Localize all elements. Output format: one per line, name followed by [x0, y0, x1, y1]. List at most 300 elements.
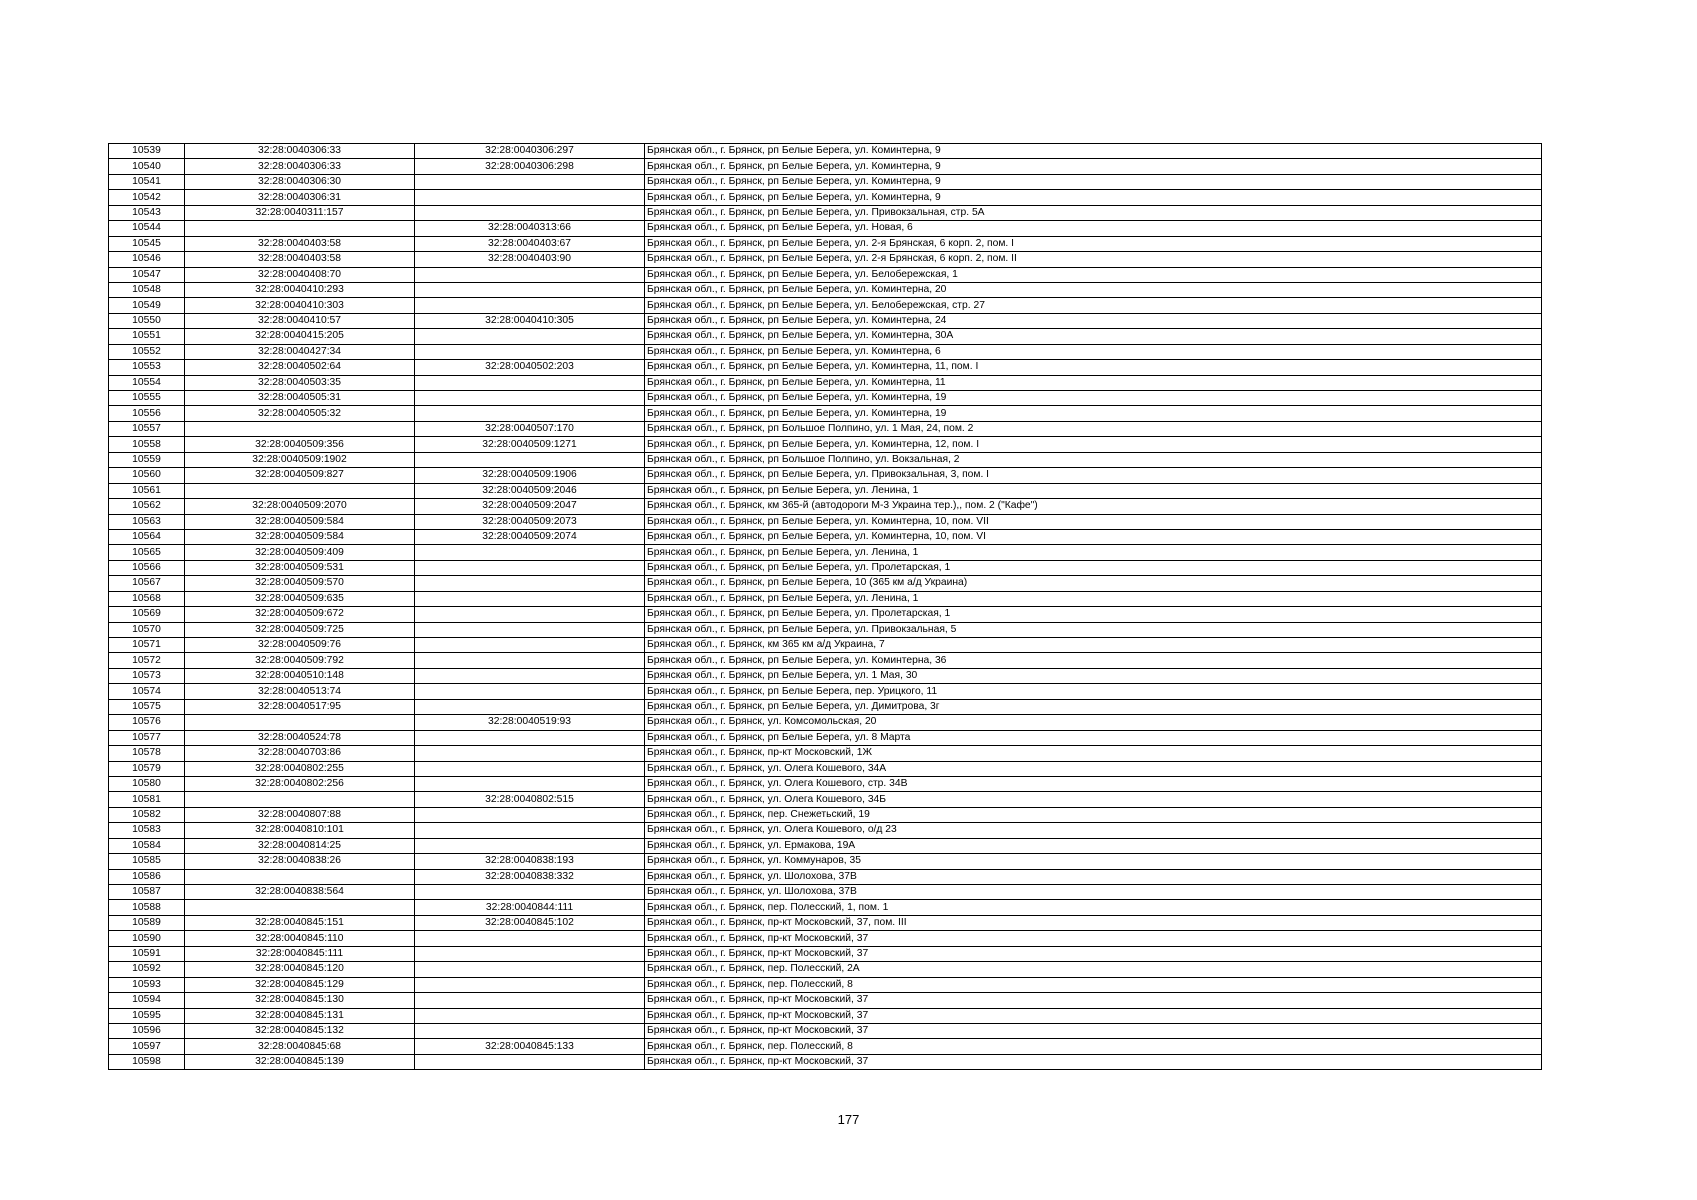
address-cell: Брянская обл., г. Брянск, ул. Олега Кошевого, 34А — [645, 761, 1542, 776]
table-row — [109, 746, 1542, 761]
table-row — [109, 622, 1542, 637]
related-cadastral-number-cell — [415, 190, 645, 205]
row-number-cell: 10545 — [109, 236, 185, 251]
related-cadastral-number-cell — [415, 761, 645, 776]
table-row — [109, 514, 1542, 529]
cadastral-number-cell: 32:28:0040845:129 — [185, 977, 415, 992]
address-cell: Брянская обл., г. Брянск, ул. Олега Кошевого, стр. 34В — [645, 776, 1542, 791]
related-cadastral-number-cell — [415, 267, 645, 282]
row-number-cell: 10589 — [109, 915, 185, 930]
cadastral-number-cell: 32:28:0040509:2070 — [185, 499, 415, 514]
related-cadastral-number-cell — [415, 452, 645, 467]
address-cell: Брянская обл., г. Брянск, рп Белые Берега, ул. Коминтерна, 11, пом. I — [645, 360, 1542, 375]
table-row — [109, 807, 1542, 822]
table-row — [109, 915, 1542, 930]
address-cell: Брянская обл., г. Брянск, рп Белые Берега, ул. Привокзальная, 3, пом. I — [645, 468, 1542, 483]
row-number-cell: 10576 — [109, 715, 185, 730]
row-number-cell: 10555 — [109, 391, 185, 406]
related-cadastral-number-cell — [415, 591, 645, 606]
row-number-cell: 10563 — [109, 514, 185, 529]
address-cell: Брянская обл., г. Брянск, ул. Ермакова, 19А — [645, 838, 1542, 853]
address-cell: Брянская обл., г. Брянск, рп Белые Берега, ул. Коминтерна, 19 — [645, 391, 1542, 406]
cadastral-number-cell: 32:28:0040509:531 — [185, 560, 415, 575]
cadastral-number-cell: 32:28:0040807:88 — [185, 807, 415, 822]
table-row — [109, 931, 1542, 946]
table-row — [109, 159, 1542, 174]
cadastral-number-cell: 32:28:0040410:57 — [185, 313, 415, 328]
address-cell: Брянская обл., г. Брянск, пер. Снежетьский, 19 — [645, 807, 1542, 822]
row-number-cell: 10585 — [109, 854, 185, 869]
cadastral-number-cell: 32:28:0040509:672 — [185, 607, 415, 622]
table-row — [109, 236, 1542, 251]
row-number-cell: 10570 — [109, 622, 185, 637]
related-cadastral-number-cell — [415, 962, 645, 977]
cadastral-number-cell: 32:28:0040509:76 — [185, 638, 415, 653]
table-row — [109, 329, 1542, 344]
address-cell: Брянская обл., г. Брянск, рп Белые Берега, ул. Привокзальная, 5 — [645, 622, 1542, 637]
related-cadastral-number-cell: 32:28:0040802:515 — [415, 792, 645, 807]
related-cadastral-number-cell: 32:28:0040509:2073 — [415, 514, 645, 529]
related-cadastral-number-cell: 32:28:0040509:2047 — [415, 499, 645, 514]
row-number-cell: 10540 — [109, 159, 185, 174]
address-cell: Брянская обл., г. Брянск, рп Белые Берега, ул. Белобережская, стр. 27 — [645, 298, 1542, 313]
related-cadastral-number-cell: 32:28:0040509:1271 — [415, 437, 645, 452]
address-cell: Брянская обл., г. Брянск, пр-кт Московский, 37 — [645, 946, 1542, 961]
table-row — [109, 529, 1542, 544]
related-cadastral-number-cell: 32:28:0040403:90 — [415, 252, 645, 267]
cadastral-number-cell: 32:28:0040306:31 — [185, 190, 415, 205]
table-row — [109, 792, 1542, 807]
cadastral-number-cell — [185, 869, 415, 884]
cadastral-number-cell: 32:28:0040845:131 — [185, 1008, 415, 1023]
related-cadastral-number-cell — [415, 668, 645, 683]
table-row — [109, 375, 1542, 390]
address-cell: Брянская обл., г. Брянск, рп Белые Берега, ул. Коминтерна, 9 — [645, 144, 1542, 159]
address-cell: Брянская обл., г. Брянск, км 365-й (автодороги М-3 Украина тер.),, пом. 2 ("Кафе") — [645, 499, 1542, 514]
related-cadastral-number-cell — [415, 885, 645, 900]
cadastral-number-cell — [185, 421, 415, 436]
row-number-cell: 10587 — [109, 885, 185, 900]
related-cadastral-number-cell — [415, 375, 645, 390]
related-cadastral-number-cell — [415, 282, 645, 297]
row-number-cell: 10549 — [109, 298, 185, 313]
cadastral-number-cell: 32:28:0040802:255 — [185, 761, 415, 776]
related-cadastral-number-cell — [415, 977, 645, 992]
row-number-cell: 10569 — [109, 607, 185, 622]
cadastral-number-cell: 32:28:0040845:139 — [185, 1054, 415, 1069]
row-number-cell: 10572 — [109, 653, 185, 668]
cadastral-number-cell: 32:28:0040509:827 — [185, 468, 415, 483]
table-row — [109, 144, 1542, 159]
cadastral-number-cell: 32:28:0040810:101 — [185, 823, 415, 838]
address-cell: Брянская обл., г. Брянск, ул. Коммунаров, 35 — [645, 854, 1542, 869]
related-cadastral-number-cell: 32:28:0040845:133 — [415, 1039, 645, 1054]
cadastral-number-cell: 32:28:0040509:584 — [185, 529, 415, 544]
table-row — [109, 499, 1542, 514]
row-number-cell: 10550 — [109, 313, 185, 328]
address-cell: Брянская обл., г. Брянск, рп Белые Берега, ул. Коминтерна, 11 — [645, 375, 1542, 390]
related-cadastral-number-cell — [415, 205, 645, 220]
cadastral-number-cell: 32:28:0040845:110 — [185, 931, 415, 946]
table-row — [109, 776, 1542, 791]
address-cell: Брянская обл., г. Брянск, рп Белые Берега, ул. Коминтерна, 9 — [645, 174, 1542, 189]
cadastral-number-cell: 32:28:0040845:132 — [185, 1023, 415, 1038]
related-cadastral-number-cell — [415, 1023, 645, 1038]
row-number-cell: 10590 — [109, 931, 185, 946]
row-number-cell: 10546 — [109, 252, 185, 267]
cadastral-number-cell: 32:28:0040509:635 — [185, 591, 415, 606]
cadastral-number-cell: 32:28:0040513:74 — [185, 684, 415, 699]
cadastral-number-cell: 32:28:0040408:70 — [185, 267, 415, 282]
cadastral-number-cell: 32:28:0040845:151 — [185, 915, 415, 930]
address-cell: Брянская обл., г. Брянск, рп Белые Берега, ул. Пролетарская, 1 — [645, 560, 1542, 575]
table-row — [109, 1054, 1542, 1069]
related-cadastral-number-cell: 32:28:0040507:170 — [415, 421, 645, 436]
related-cadastral-number-cell: 32:28:0040502:203 — [415, 360, 645, 375]
address-cell: Брянская обл., г. Брянск, пр-кт Московский, 37 — [645, 1008, 1542, 1023]
related-cadastral-number-cell: 32:28:0040845:102 — [415, 915, 645, 930]
table-row — [109, 483, 1542, 498]
row-number-cell: 10591 — [109, 946, 185, 961]
row-number-cell: 10577 — [109, 730, 185, 745]
table-row — [109, 452, 1542, 467]
address-cell: Брянская обл., г. Брянск, рп Белые Берега, ул. Коминтерна, 10, пом. VII — [645, 514, 1542, 529]
cadastral-number-cell: 32:28:0040502:64 — [185, 360, 415, 375]
cadastral-number-cell: 32:28:0040509:409 — [185, 545, 415, 560]
related-cadastral-number-cell: 32:28:0040306:297 — [415, 144, 645, 159]
cadastral-number-cell — [185, 483, 415, 498]
related-cadastral-number-cell — [415, 776, 645, 791]
address-cell: Брянская обл., г. Брянск, рп Белые Берега, ул. Коминтерна, 6 — [645, 344, 1542, 359]
table-row — [109, 421, 1542, 436]
address-cell: Брянская обл., г. Брянск, пр-кт Московский, 37 — [645, 1054, 1542, 1069]
cadastral-number-cell: 32:28:0040306:33 — [185, 144, 415, 159]
related-cadastral-number-cell — [415, 946, 645, 961]
related-cadastral-number-cell — [415, 823, 645, 838]
row-number-cell: 10562 — [109, 499, 185, 514]
table-row — [109, 545, 1542, 560]
table-row — [109, 962, 1542, 977]
row-number-cell: 10539 — [109, 144, 185, 159]
table-row — [109, 1008, 1542, 1023]
row-number-cell: 10597 — [109, 1039, 185, 1054]
table-row — [109, 174, 1542, 189]
row-number-cell: 10551 — [109, 329, 185, 344]
row-number-cell: 10561 — [109, 483, 185, 498]
address-cell: Брянская обл., г. Брянск, рп Белые Берега, пер. Урицкого, 11 — [645, 684, 1542, 699]
row-number-cell: 10586 — [109, 869, 185, 884]
row-number-cell: 10581 — [109, 792, 185, 807]
cadastral-number-cell: 32:28:0040524:78 — [185, 730, 415, 745]
address-cell: Брянская обл., г. Брянск, пер. Полесский, 8 — [645, 977, 1542, 992]
related-cadastral-number-cell: 32:28:0040509:1906 — [415, 468, 645, 483]
row-number-cell: 10554 — [109, 375, 185, 390]
address-cell: Брянская обл., г. Брянск, рп Белые Берега, ул. Димитрова, 3г — [645, 699, 1542, 714]
address-cell: Брянская обл., г. Брянск, рп Белые Берега, ул. Коминтерна, 30А — [645, 329, 1542, 344]
address-cell: Брянская обл., г. Брянск, рп Белые Берега, ул. Коминтерна, 9 — [645, 190, 1542, 205]
cadastral-number-cell: 32:28:0040517:95 — [185, 699, 415, 714]
row-number-cell: 10544 — [109, 221, 185, 236]
cadastral-number-cell: 32:28:0040509:725 — [185, 622, 415, 637]
row-number-cell: 10568 — [109, 591, 185, 606]
address-cell: Брянская обл., г. Брянск, пр-кт Московский, 37, пом. III — [645, 915, 1542, 930]
table-row — [109, 684, 1542, 699]
row-number-cell: 10584 — [109, 838, 185, 853]
cadastral-number-cell: 32:28:0040410:303 — [185, 298, 415, 313]
cadastral-number-cell: 32:28:0040306:33 — [185, 159, 415, 174]
table-row — [109, 1023, 1542, 1038]
table-row — [109, 854, 1542, 869]
address-cell: Брянская обл., г. Брянск, пр-кт Московский, 1Ж — [645, 746, 1542, 761]
row-number-cell: 10565 — [109, 545, 185, 560]
table-row — [109, 576, 1542, 591]
related-cadastral-number-cell: 32:28:0040403:67 — [415, 236, 645, 251]
related-cadastral-number-cell — [415, 1008, 645, 1023]
row-number-cell: 10542 — [109, 190, 185, 205]
related-cadastral-number-cell: 32:28:0040509:2046 — [415, 483, 645, 498]
row-number-cell: 10596 — [109, 1023, 185, 1038]
address-cell: Брянская обл., г. Брянск, пр-кт Московский, 37 — [645, 993, 1542, 1008]
related-cadastral-number-cell — [415, 622, 645, 637]
cadastral-number-cell: 32:28:0040703:86 — [185, 746, 415, 761]
table-row — [109, 638, 1542, 653]
cadastral-number-cell: 32:28:0040505:32 — [185, 406, 415, 421]
row-number-cell: 10564 — [109, 529, 185, 544]
table-row — [109, 730, 1542, 745]
cadastral-number-cell: 32:28:0040403:58 — [185, 252, 415, 267]
address-cell: Брянская обл., г. Брянск, ул. Комсомольская, 20 — [645, 715, 1542, 730]
address-cell: Брянская обл., г. Брянск, ул. Шолохова, 37В — [645, 869, 1542, 884]
address-cell: Брянская обл., г. Брянск, рп Белые Берега, ул. Коминтерна, 24 — [645, 313, 1542, 328]
address-cell: Брянская обл., г. Брянск, ул. Шолохова, 37В — [645, 885, 1542, 900]
table-row — [109, 668, 1542, 683]
cadastral-number-cell: 32:28:0040509:356 — [185, 437, 415, 452]
table-row — [109, 699, 1542, 714]
cadastral-number-cell: 32:28:0040509:584 — [185, 514, 415, 529]
related-cadastral-number-cell — [415, 607, 645, 622]
address-cell: Брянская обл., г. Брянск, пер. Полесский, 1, пом. 1 — [645, 900, 1542, 915]
row-number-cell: 10566 — [109, 560, 185, 575]
address-cell: Брянская обл., г. Брянск, рп Белые Берега, ул. 1 Мая, 30 — [645, 668, 1542, 683]
address-cell: Брянская обл., г. Брянск, рп Белые Берега, ул. Ленина, 1 — [645, 545, 1542, 560]
related-cadastral-number-cell — [415, 1054, 645, 1069]
related-cadastral-number-cell: 32:28:0040306:298 — [415, 159, 645, 174]
address-cell: Брянская обл., г. Брянск, рп Белые Берега, ул. Привокзальная, стр. 5А — [645, 205, 1542, 220]
cadastral-number-cell — [185, 792, 415, 807]
related-cadastral-number-cell: 32:28:0040838:332 — [415, 869, 645, 884]
address-cell: Брянская обл., г. Брянск, рп Белые Берега, ул. Ленина, 1 — [645, 483, 1542, 498]
registry-table — [108, 143, 1542, 1070]
row-number-cell: 10578 — [109, 746, 185, 761]
row-number-cell: 10556 — [109, 406, 185, 421]
related-cadastral-number-cell — [415, 576, 645, 591]
cadastral-number-cell: 32:28:0040838:564 — [185, 885, 415, 900]
row-number-cell: 10552 — [109, 344, 185, 359]
related-cadastral-number-cell — [415, 329, 645, 344]
address-cell: Брянская обл., г. Брянск, пер. Полесский, 8 — [645, 1039, 1542, 1054]
row-number-cell: 10592 — [109, 962, 185, 977]
table-row — [109, 993, 1542, 1008]
table-row — [109, 313, 1542, 328]
table-row — [109, 900, 1542, 915]
cadastral-number-cell — [185, 221, 415, 236]
row-number-cell: 10557 — [109, 421, 185, 436]
row-number-cell: 10588 — [109, 900, 185, 915]
cadastral-number-cell: 32:28:0040510:148 — [185, 668, 415, 683]
related-cadastral-number-cell: 32:28:0040519:93 — [415, 715, 645, 730]
address-cell: Брянская обл., г. Брянск, рп Белые Берега, ул. 8 Марта — [645, 730, 1542, 745]
row-number-cell: 10548 — [109, 282, 185, 297]
address-cell: Брянская обл., г. Брянск, ул. Олега Кошевого, о/д 23 — [645, 823, 1542, 838]
table-row — [109, 1039, 1542, 1054]
address-cell: Брянская обл., г. Брянск, рп Белые Берега, 10 (365 км а/д Украина) — [645, 576, 1542, 591]
address-cell: Брянская обл., г. Брянск, рп Белые Берега, ул. Коминтерна, 36 — [645, 653, 1542, 668]
address-cell: Брянская обл., г. Брянск, рп Белые Берега, ул. 2-я Брянская, 6 корп. 2, пом. II — [645, 252, 1542, 267]
address-cell: Брянская обл., г. Брянск, рп Белые Берега, ул. Коминтерна, 10, пом. VI — [645, 529, 1542, 544]
related-cadastral-number-cell — [415, 699, 645, 714]
table-row — [109, 298, 1542, 313]
cadastral-number-cell: 32:28:0040509:570 — [185, 576, 415, 591]
cadastral-number-cell: 32:28:0040845:120 — [185, 962, 415, 977]
related-cadastral-number-cell — [415, 560, 645, 575]
table-row — [109, 653, 1542, 668]
cadastral-number-cell: 32:28:0040311:157 — [185, 205, 415, 220]
row-number-cell: 10582 — [109, 807, 185, 822]
cadastral-number-cell: 32:28:0040814:25 — [185, 838, 415, 853]
related-cadastral-number-cell — [415, 931, 645, 946]
table-row — [109, 591, 1542, 606]
table-row — [109, 823, 1542, 838]
related-cadastral-number-cell — [415, 638, 645, 653]
address-cell: Брянская обл., г. Брянск, пр-кт Московский, 37 — [645, 1023, 1542, 1038]
cadastral-number-cell — [185, 900, 415, 915]
table-row — [109, 715, 1542, 730]
table-row — [109, 205, 1542, 220]
table-row — [109, 761, 1542, 776]
address-cell: Брянская обл., г. Брянск, рп Белые Берега, ул. Ленина, 1 — [645, 591, 1542, 606]
address-cell: Брянская обл., г. Брянск, рп Белые Берега, ул. Коминтерна, 19 — [645, 406, 1542, 421]
row-number-cell: 10594 — [109, 993, 185, 1008]
cadastral-number-cell: 32:28:0040505:31 — [185, 391, 415, 406]
cadastral-number-cell: 32:28:0040427:34 — [185, 344, 415, 359]
table-row — [109, 406, 1542, 421]
row-number-cell: 10598 — [109, 1054, 185, 1069]
table-row — [109, 190, 1542, 205]
address-cell: Брянская обл., г. Брянск, ул. Олега Кошевого, 34Б — [645, 792, 1542, 807]
address-cell: Брянская обл., г. Брянск, рп Белые Берега, ул. Коминтерна, 12, пом. I — [645, 437, 1542, 452]
related-cadastral-number-cell — [415, 545, 645, 560]
related-cadastral-number-cell: 32:28:0040313:66 — [415, 221, 645, 236]
row-number-cell: 10579 — [109, 761, 185, 776]
table-row — [109, 946, 1542, 961]
table-row — [109, 977, 1542, 992]
table-row — [109, 360, 1542, 375]
related-cadastral-number-cell — [415, 391, 645, 406]
cadastral-number-cell: 32:28:0040845:111 — [185, 946, 415, 961]
related-cadastral-number-cell — [415, 993, 645, 1008]
page-number: 177 — [837, 1112, 860, 1127]
table-row — [109, 838, 1542, 853]
related-cadastral-number-cell: 32:28:0040509:2074 — [415, 529, 645, 544]
cadastral-number-cell: 32:28:0040503:35 — [185, 375, 415, 390]
address-cell: Брянская обл., г. Брянск, рп Белые Берега, ул. Коминтерна, 9 — [645, 159, 1542, 174]
table-row — [109, 607, 1542, 622]
cadastral-number-cell: 32:28:0040845:130 — [185, 993, 415, 1008]
cadastral-number-cell: 32:28:0040410:293 — [185, 282, 415, 297]
row-number-cell: 10560 — [109, 468, 185, 483]
related-cadastral-number-cell — [415, 838, 645, 853]
cadastral-number-cell: 32:28:0040306:30 — [185, 174, 415, 189]
row-number-cell: 10571 — [109, 638, 185, 653]
row-number-cell: 10567 — [109, 576, 185, 591]
table-row — [109, 267, 1542, 282]
row-number-cell: 10593 — [109, 977, 185, 992]
table-row — [109, 252, 1542, 267]
cadastral-number-cell: 32:28:0040403:58 — [185, 236, 415, 251]
address-cell: Брянская обл., г. Брянск, рп Белые Берега, ул. Коминтерна, 20 — [645, 282, 1542, 297]
related-cadastral-number-cell: 32:28:0040838:193 — [415, 854, 645, 869]
cadastral-number-cell: 32:28:0040802:256 — [185, 776, 415, 791]
address-cell: Брянская обл., г. Брянск, км 365 км а/д Украина, 7 — [645, 638, 1542, 653]
table-row — [109, 221, 1542, 236]
table-row — [109, 282, 1542, 297]
table-row — [109, 560, 1542, 575]
row-number-cell: 10558 — [109, 437, 185, 452]
cadastral-number-cell — [185, 715, 415, 730]
address-cell: Брянская обл., г. Брянск, пер. Полесский, 2А — [645, 962, 1542, 977]
related-cadastral-number-cell — [415, 406, 645, 421]
related-cadastral-number-cell — [415, 298, 645, 313]
address-cell: Брянская обл., г. Брянск, рп Белые Берега, ул. Новая, 6 — [645, 221, 1542, 236]
table-row — [109, 468, 1542, 483]
row-number-cell: 10541 — [109, 174, 185, 189]
address-cell: Брянская обл., г. Брянск, рп Большое Полпино, ул. Вокзальная, 2 — [645, 452, 1542, 467]
row-number-cell: 10580 — [109, 776, 185, 791]
table-row — [109, 391, 1542, 406]
related-cadastral-number-cell: 32:28:0040844:111 — [415, 900, 645, 915]
row-number-cell: 10575 — [109, 699, 185, 714]
row-number-cell: 10559 — [109, 452, 185, 467]
address-cell: Брянская обл., г. Брянск, рп Белые Берега, ул. Пролетарская, 1 — [645, 607, 1542, 622]
related-cadastral-number-cell — [415, 684, 645, 699]
related-cadastral-number-cell — [415, 746, 645, 761]
related-cadastral-number-cell — [415, 730, 645, 745]
address-cell: Брянская обл., г. Брянск, рп Большое Полпино, ул. 1 Мая, 24, пом. 2 — [645, 421, 1542, 436]
registry-table-body — [109, 144, 1542, 1070]
related-cadastral-number-cell: 32:28:0040410:305 — [415, 313, 645, 328]
row-number-cell: 10574 — [109, 684, 185, 699]
row-number-cell: 10543 — [109, 205, 185, 220]
related-cadastral-number-cell — [415, 807, 645, 822]
row-number-cell: 10573 — [109, 668, 185, 683]
cadastral-number-cell: 32:28:0040845:68 — [185, 1039, 415, 1054]
table-row — [109, 344, 1542, 359]
related-cadastral-number-cell — [415, 344, 645, 359]
cadastral-number-cell: 32:28:0040838:26 — [185, 854, 415, 869]
table-row — [109, 869, 1542, 884]
related-cadastral-number-cell — [415, 653, 645, 668]
address-cell: Брянская обл., г. Брянск, рп Белые Берега, ул. 2-я Брянская, 6 корп. 2, пом. I — [645, 236, 1542, 251]
row-number-cell: 10583 — [109, 823, 185, 838]
cadastral-number-cell: 32:28:0040509:1902 — [185, 452, 415, 467]
row-number-cell: 10553 — [109, 360, 185, 375]
table-row — [109, 437, 1542, 452]
cadastral-number-cell: 32:28:0040415:205 — [185, 329, 415, 344]
table-row — [109, 885, 1542, 900]
related-cadastral-number-cell — [415, 174, 645, 189]
row-number-cell: 10547 — [109, 267, 185, 282]
address-cell: Брянская обл., г. Брянск, пр-кт Московский, 37 — [645, 931, 1542, 946]
